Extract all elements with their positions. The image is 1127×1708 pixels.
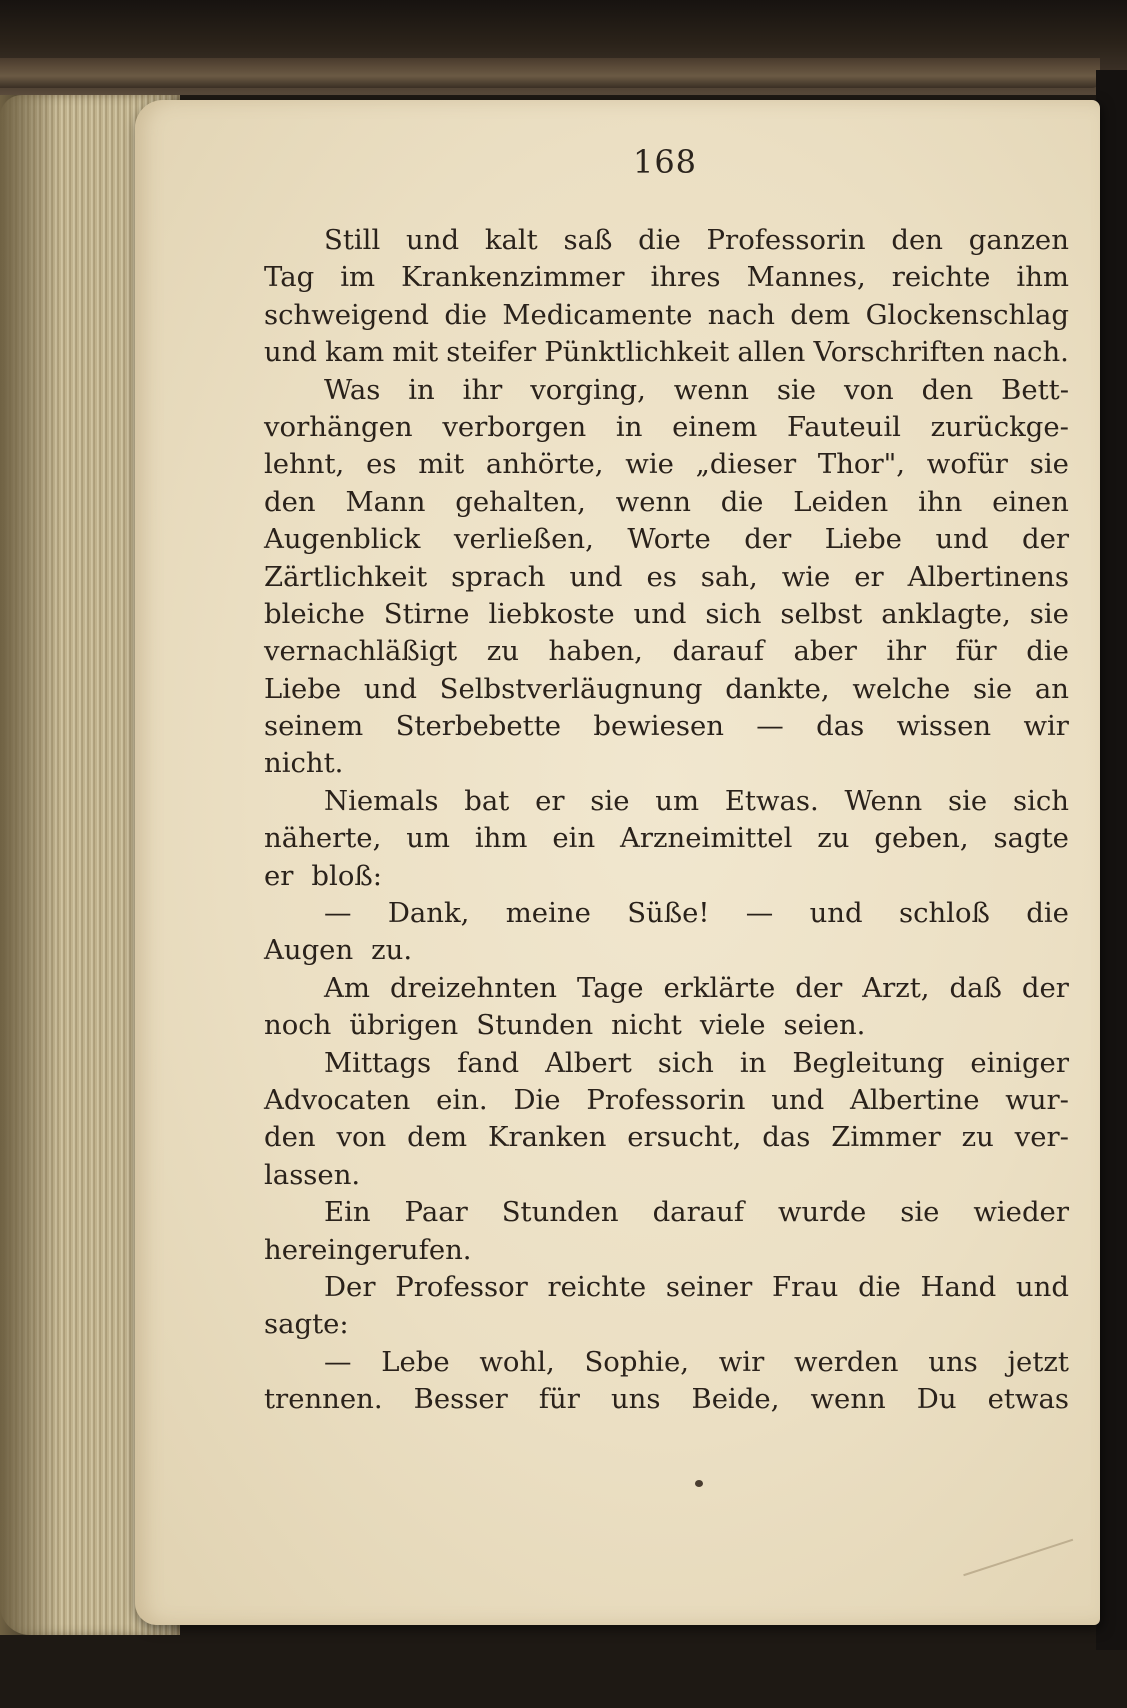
- word: Albert: [545, 1046, 632, 1079]
- word: seiner: [665, 1270, 753, 1303]
- word: wurde: [777, 1196, 867, 1229]
- word: Der: [324, 1270, 376, 1303]
- word: Selbstverläugnung: [439, 672, 703, 705]
- word: in: [615, 410, 643, 443]
- word: dem: [407, 1121, 468, 1154]
- word: näherte,: [264, 822, 382, 855]
- word: —: [324, 897, 352, 930]
- word: sich: [705, 597, 762, 630]
- word: Fauteuil: [786, 410, 901, 443]
- word: uns: [610, 1383, 661, 1416]
- word: dem: [790, 298, 851, 331]
- word: er: [854, 560, 884, 593]
- word: ihm: [1016, 261, 1069, 294]
- body-text: [264, 222, 1069, 1419]
- word: seien.: [783, 1009, 866, 1042]
- word: sie: [1029, 597, 1069, 630]
- word: Liebe: [264, 672, 342, 705]
- word: Niemals: [324, 784, 439, 817]
- word: —: [324, 1345, 352, 1378]
- word: er: [535, 784, 565, 817]
- word: bleiche: [264, 597, 365, 630]
- text-line: [264, 484, 1069, 521]
- word: zu: [486, 635, 519, 668]
- word: wir: [718, 1345, 765, 1378]
- text-line: [264, 1381, 1069, 1418]
- word: wie: [625, 448, 674, 481]
- word: kalt: [484, 224, 538, 256]
- word: Vorschriften: [813, 336, 985, 369]
- word: reichte: [547, 1270, 647, 1303]
- word: der: [795, 971, 843, 1004]
- text-line: [264, 1007, 1069, 1044]
- word: Augenblick: [264, 523, 421, 556]
- word: nach: [707, 298, 775, 331]
- word: Pünktlichkeit: [544, 336, 730, 369]
- word: anhörte,: [485, 448, 604, 481]
- word: hereingerufen.: [264, 1233, 472, 1266]
- word: übrigen: [349, 1009, 459, 1042]
- word: schweigend: [264, 298, 430, 331]
- text-line: [264, 858, 1069, 895]
- word: Hand: [920, 1270, 997, 1303]
- word: anklagte,: [881, 597, 1011, 630]
- word: den: [891, 224, 943, 256]
- word: viele: [699, 1009, 766, 1042]
- text-line: [264, 1119, 1069, 1156]
- word: Kranken: [487, 1121, 607, 1154]
- word: sie: [973, 672, 1013, 705]
- word: uns: [928, 1345, 978, 1378]
- word: vorging,: [530, 373, 646, 406]
- word: nicht.: [264, 747, 344, 780]
- word: den: [264, 485, 316, 518]
- word: meine: [505, 897, 591, 930]
- word: sagte: [993, 822, 1069, 855]
- word: und: [406, 224, 460, 256]
- text-line: [264, 1269, 1069, 1306]
- text-line: [264, 783, 1069, 820]
- word: Medicamente: [502, 298, 693, 331]
- word: werden: [793, 1345, 899, 1378]
- word: sie: [776, 373, 817, 406]
- word: Krankenzimmer: [401, 261, 625, 294]
- word: „dieser: [695, 448, 797, 481]
- word: Die: [513, 1083, 561, 1116]
- word: die: [1026, 635, 1069, 668]
- word: Stunden: [501, 1196, 619, 1229]
- word: er: [264, 859, 294, 892]
- word: wissen: [896, 710, 992, 743]
- word: Etwas.: [724, 784, 819, 817]
- text-line: [264, 1157, 1069, 1194]
- word: lassen.: [264, 1158, 361, 1191]
- text-line: [264, 596, 1069, 633]
- text-line: [264, 372, 1069, 409]
- word: nicht: [611, 1009, 682, 1042]
- text-line: [264, 559, 1069, 596]
- word: Lebe: [381, 1345, 450, 1378]
- text-line: [264, 671, 1069, 708]
- word: ihr: [886, 635, 927, 668]
- word: verborgen: [442, 410, 587, 443]
- word: wenn: [810, 1383, 886, 1416]
- word: seinem: [264, 710, 364, 743]
- text-line: [264, 970, 1069, 1007]
- word: wofür: [926, 448, 1008, 481]
- word: die: [858, 1270, 901, 1303]
- word: Beide,: [691, 1383, 780, 1416]
- word: Stunden: [476, 1009, 594, 1042]
- word: reichte: [891, 261, 991, 294]
- text-line: [264, 297, 1069, 334]
- word: Zimmer: [831, 1121, 941, 1154]
- word: lehnt,: [264, 448, 345, 481]
- word: an: [1034, 672, 1069, 705]
- word: jetzt: [1007, 1345, 1069, 1378]
- word: Arzneimittel: [620, 822, 793, 855]
- word: und: [264, 336, 318, 369]
- word: mit: [418, 448, 465, 481]
- word: zu: [817, 822, 850, 855]
- word: allen: [737, 336, 806, 369]
- word: darauf: [652, 1196, 745, 1229]
- word: und: [633, 597, 687, 630]
- text-line: [264, 708, 1069, 745]
- word: sah,: [700, 560, 758, 593]
- word: ersucht,: [627, 1121, 742, 1154]
- word: bewiesen: [593, 710, 724, 743]
- word: Glockenschlag: [865, 298, 1069, 331]
- word: vernachläßigt: [264, 635, 458, 668]
- word: und: [1015, 1270, 1069, 1303]
- word: wohl,: [479, 1345, 555, 1378]
- word: im: [340, 261, 376, 294]
- word: sie: [900, 1196, 940, 1229]
- word: Tag: [264, 261, 315, 294]
- word: Worte: [627, 523, 711, 556]
- word: ganzen: [968, 224, 1069, 256]
- word: vorhängen: [264, 410, 413, 443]
- word: Sterbebette: [395, 710, 562, 743]
- word: es: [366, 448, 397, 481]
- word: —: [745, 897, 774, 930]
- word: Begleitung: [792, 1046, 945, 1079]
- word: Albertine: [850, 1083, 980, 1116]
- word: ein: [552, 822, 596, 855]
- text-line: [264, 745, 1069, 782]
- word: kam: [325, 336, 385, 369]
- word: ein.: [436, 1083, 488, 1116]
- word: einen: [992, 485, 1069, 518]
- word: Wenn: [844, 784, 923, 817]
- word: Arzt,: [862, 971, 930, 1004]
- word: ihres: [650, 261, 721, 294]
- word: liebkoste: [488, 597, 615, 630]
- word: wieder: [973, 1196, 1069, 1229]
- word: steifer: [446, 336, 537, 369]
- text-line: [264, 1082, 1069, 1119]
- word: der: [1021, 971, 1069, 1004]
- word: Augen: [264, 934, 354, 967]
- word: um: [655, 784, 700, 817]
- word: aber: [793, 635, 857, 668]
- word: Mann: [345, 485, 426, 518]
- word: sich: [1012, 784, 1069, 817]
- word: bloß:: [311, 859, 383, 892]
- word: den: [264, 1121, 316, 1154]
- word: die: [720, 485, 764, 518]
- word: Tage: [576, 971, 644, 1004]
- word: trennen.: [264, 1383, 383, 1416]
- word: etwas: [987, 1383, 1069, 1416]
- text-line: [264, 1045, 1069, 1082]
- text-line: [264, 1306, 1069, 1343]
- word: Mannes,: [746, 261, 866, 294]
- word: das: [762, 1121, 811, 1154]
- word: sie: [948, 784, 988, 817]
- text-line: [264, 259, 1069, 296]
- word: zu.: [371, 934, 413, 967]
- word: Frau: [771, 1270, 839, 1303]
- word: sich: [657, 1046, 714, 1079]
- text-line: [264, 409, 1069, 446]
- word: der: [1021, 523, 1069, 556]
- word: Advocaten: [264, 1083, 411, 1116]
- text-line: [264, 521, 1069, 558]
- word: den: [921, 373, 974, 406]
- text-line: [264, 222, 1069, 259]
- word: ihm: [474, 822, 528, 855]
- text-line: [264, 895, 1069, 932]
- word: saß: [563, 224, 613, 256]
- word: Leiden: [793, 485, 889, 518]
- word: der: [744, 523, 792, 556]
- word: darauf: [672, 635, 764, 668]
- text-line: [264, 633, 1069, 670]
- word: Bett-: [1001, 373, 1069, 406]
- word: Dank,: [387, 897, 470, 930]
- word: wenn: [673, 373, 750, 406]
- text-line: [264, 1194, 1069, 1231]
- word: und: [771, 1083, 825, 1116]
- word: von: [843, 373, 894, 406]
- word: ihr: [462, 373, 503, 406]
- word: die: [1026, 897, 1069, 930]
- word: mit: [392, 336, 439, 369]
- word: Besser: [413, 1383, 508, 1416]
- word: Am: [324, 971, 370, 1004]
- word: und: [569, 560, 623, 593]
- word: und: [809, 897, 863, 930]
- word: noch: [264, 1009, 332, 1042]
- word: dankte,: [725, 672, 830, 705]
- word: ihn: [918, 485, 963, 518]
- word: Paar: [404, 1196, 468, 1229]
- word: —: [756, 710, 784, 743]
- word: Was: [324, 373, 381, 406]
- word: Zärtlichkeit: [264, 560, 428, 593]
- word: geben,: [874, 822, 969, 855]
- word: Ein: [324, 1196, 371, 1229]
- word: wur-: [1005, 1083, 1069, 1116]
- word: das: [816, 710, 865, 743]
- text-line: [264, 820, 1069, 857]
- word: Stirne: [383, 597, 470, 630]
- word: und: [935, 523, 989, 556]
- page-number: 168: [632, 143, 698, 181]
- word: von: [336, 1121, 387, 1154]
- word: wenn: [615, 485, 691, 518]
- book-cover-edge: [0, 58, 1100, 88]
- word: Du: [916, 1383, 957, 1416]
- ink-speck: [695, 1480, 703, 1487]
- word: Still: [324, 224, 381, 256]
- word: Mittags: [324, 1046, 432, 1079]
- word: fand: [457, 1046, 520, 1079]
- text-line: [264, 1344, 1069, 1381]
- word: zurückge-: [930, 410, 1069, 443]
- word: ver-: [1014, 1121, 1069, 1154]
- word: in: [739, 1046, 767, 1079]
- word: sie: [590, 784, 630, 817]
- word: daß: [949, 971, 1002, 1004]
- word: haben,: [548, 635, 643, 668]
- word: einiger: [970, 1046, 1069, 1079]
- text-line: [264, 1232, 1069, 1269]
- word: bat: [464, 784, 510, 817]
- word: Professorin: [586, 1083, 746, 1116]
- word: erklärte: [663, 971, 776, 1004]
- word: selbst: [780, 597, 863, 630]
- text-line: [264, 446, 1069, 483]
- word: wie: [781, 560, 831, 593]
- word: es: [646, 560, 677, 593]
- word: für: [538, 1383, 580, 1416]
- word: sie: [1029, 448, 1069, 481]
- word: Liebe: [824, 523, 902, 556]
- word: sagte:: [264, 1308, 349, 1341]
- word: gehalten,: [455, 485, 586, 518]
- word: um: [406, 822, 450, 855]
- word: zu: [961, 1121, 994, 1154]
- text-line: [264, 932, 1069, 969]
- word: in: [408, 373, 435, 406]
- word: nach.: [992, 336, 1069, 369]
- word: die: [444, 298, 488, 331]
- word: Süße!: [627, 897, 710, 930]
- word: für: [955, 635, 997, 668]
- text-line: [264, 334, 1069, 371]
- word: verließen,: [453, 523, 594, 556]
- word: wir: [1023, 710, 1069, 743]
- word: welche: [852, 672, 951, 705]
- word: schloß: [898, 897, 990, 930]
- word: und: [363, 672, 417, 705]
- word: Sophie,: [584, 1345, 689, 1378]
- word: dreizehnten: [389, 971, 557, 1004]
- word: Albertinens: [907, 560, 1069, 593]
- word: sprach: [451, 560, 546, 593]
- word: die: [638, 224, 681, 256]
- scan-background-right: [1096, 70, 1127, 1650]
- word: einem: [672, 410, 758, 443]
- word: Thor",: [817, 448, 906, 481]
- word: Professor: [395, 1270, 528, 1303]
- word: Professorin: [706, 224, 866, 256]
